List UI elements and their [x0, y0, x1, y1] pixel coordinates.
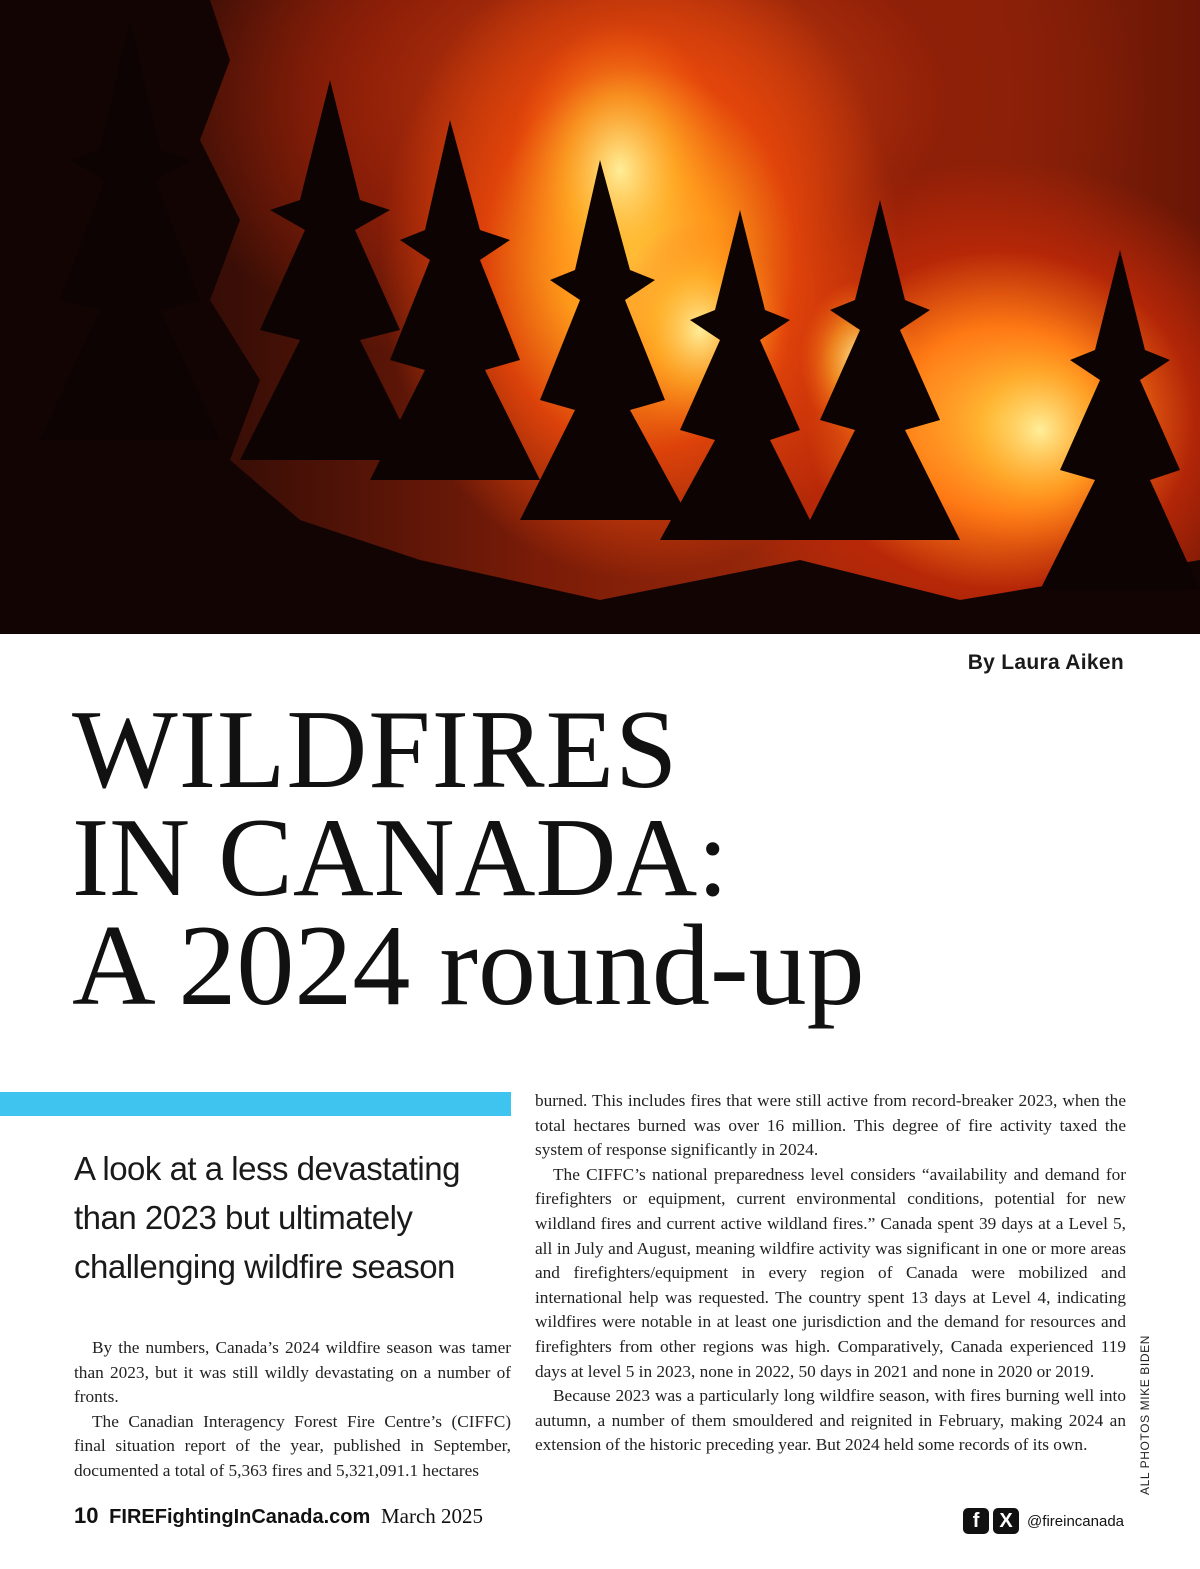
body-column-left [74, 1336, 511, 1484]
accent-bar [0, 1092, 511, 1116]
body-column-right [535, 1089, 1126, 1458]
social-handle[interactable]: @fireincanada [1027, 1512, 1124, 1530]
issue-date: March 2025 [380, 1504, 484, 1528]
hero-photo [0, 0, 1200, 634]
paragraph: By the numbers, Canada’s 2024 wildfire season was tamer than 2023, but it was still wildly devastating on a number of fronts. [74, 1338, 511, 1407]
paragraph: The CIFFC’s national preparedness level considers “availability and demand for firefighters or equipment, current environmental conditions, potential for new wildland fires and current active wildland fires.” Canada spent 39 days at a Level 5, all in July and August, meaning wildfire activity was significant in one or more areas and firefighters/equipment in every region of Canada were mobilized and international help was requested. The country spent 13 days at Level 4, indicating wildfires were notable in at least one jurisdiction and the demand for resources and firefighters from other regions was high. Comparatively, Canada experienced 119 days at level 5 in 2023, none in 2022, 50 days in 2021 and none in 2020 or 2019. [535, 1164, 1126, 1381]
headline [72, 688, 865, 1030]
headline-line-3: A 2024 round-up [72, 902, 865, 1030]
paragraph: burned. This includes fires that were still active from record-breaker 2023, when the total hectares burned was over 16 million. This degree of fire activity taxed the system of response significantly in 2024. [535, 1091, 1126, 1160]
photo-credit: ALL PHOTOS MIKE BIDEN [1138, 1335, 1152, 1495]
page-footer [74, 1503, 483, 1529]
headline-line-1: WILDFIRES [72, 688, 679, 812]
forest-fire-illustration [0, 0, 1200, 634]
paragraph: The Canadian Interagency Forest Fire Centre’s (CIFFC) final situation report of the year, published in September, documented a total of 5,363 fires and 5,321,091.1 hectares [74, 1411, 511, 1480]
headline-line-2: IN CANADA: [72, 796, 729, 920]
x-icon[interactable]: X [993, 1508, 1019, 1534]
byline: By Laura Aiken [967, 651, 1124, 674]
paragraph: Because 2023 was a particularly long wildfire season, with fires burning well into autumn, a number of them smouldered and reignited in February, making 2024 an extension of the historic preceding year. But 2024 held some records of its own. [535, 1386, 1126, 1455]
page-number: 10 [74, 1503, 99, 1528]
deck: A look at a less devastating than 2023 but ultimately challenging wildfire season [74, 1150, 460, 1285]
site-link[interactable]: FIREFightingInCanada.com [109, 1506, 371, 1528]
facebook-icon[interactable]: f [963, 1508, 989, 1534]
social-links [963, 1508, 1124, 1534]
